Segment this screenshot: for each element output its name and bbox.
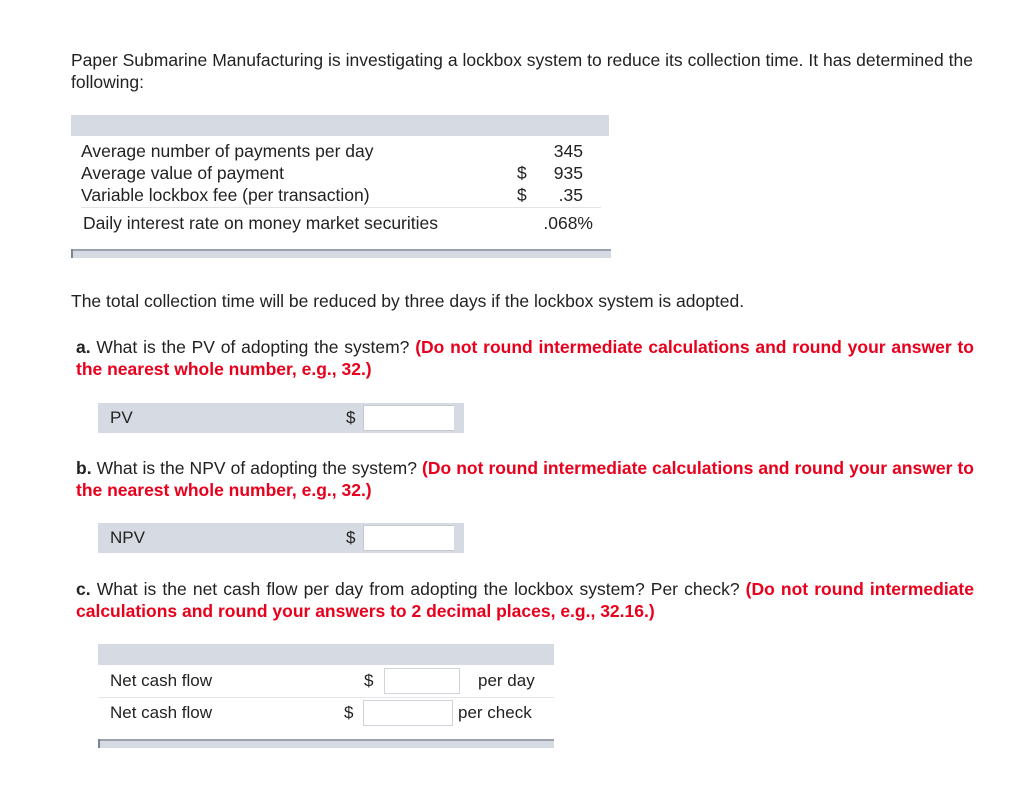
row-label: Average number of payments per day	[81, 141, 374, 161]
net-cash-flow-per-day-input[interactable]	[384, 668, 460, 694]
problem-statement: The total collection time will be reduced by three days if the lockbox system is adopted.	[71, 291, 745, 311]
answer-currency: $	[364, 671, 374, 690]
footer-edge	[71, 249, 611, 251]
question-letter: a.	[76, 337, 91, 357]
question-b	[76, 457, 974, 501]
npv-answer-row	[98, 523, 464, 553]
question-c	[76, 578, 974, 622]
footer-tick	[98, 739, 100, 748]
row-currency: $	[517, 163, 527, 183]
footer-edge	[98, 739, 554, 741]
given-data-table	[71, 115, 609, 259]
row-currency: $	[517, 185, 527, 205]
table-header-bar	[98, 644, 554, 665]
row-value: .35	[558, 185, 583, 205]
table-row	[81, 140, 601, 162]
answer-label: Net cash flow	[110, 703, 213, 722]
question-letter: b.	[76, 458, 92, 478]
row-label: Daily interest rate on money market securities	[83, 213, 438, 233]
question-letter: c.	[76, 579, 91, 599]
answer-currency: $	[346, 408, 356, 427]
footer-tick	[71, 249, 73, 258]
net-cash-flow-per-check-input[interactable]	[363, 700, 453, 726]
answer-unit: per day	[478, 671, 535, 690]
row-label: Variable lockbox fee (per transaction)	[81, 185, 370, 205]
problem-intro: Paper Submarine Manufacturing is investigating a lockbox system to reduce its collection time. It has determined the following:	[71, 50, 973, 92]
table-row	[81, 162, 601, 184]
table-header-bar	[71, 115, 609, 136]
table-footer-bar	[71, 249, 611, 258]
question-text: What is the net cash flow per day from adopting the lockbox system? Per check?	[96, 579, 740, 599]
row-label: Average value of payment	[81, 163, 285, 183]
net-cash-flow-per-check-row	[98, 698, 554, 728]
question-instruction: (Do not round intermediate calculations and round your answer to the nearest whole number, e.g., 32.)	[76, 337, 974, 379]
answer-currency: $	[346, 528, 356, 547]
row-value: 345	[553, 141, 583, 161]
answer-label: NPV	[110, 528, 145, 547]
question-text: What is the PV of adopting the system?	[96, 337, 410, 357]
question-instruction: (Do not round intermediate calculations and round your answer to the nearest whole number, e.g., 32.)	[76, 458, 974, 500]
net-cash-flow-per-day-row	[98, 666, 554, 696]
row-divider	[81, 207, 601, 208]
npv-input[interactable]	[363, 525, 461, 551]
row-edge	[454, 523, 464, 553]
table-footer-bar	[98, 739, 554, 748]
row-value: 935	[553, 163, 583, 183]
answer-label: Net cash flow	[110, 671, 213, 690]
pv-answer-row	[98, 403, 464, 433]
pv-input[interactable]	[363, 405, 461, 431]
table-row	[81, 184, 601, 206]
net-cash-flow-table	[98, 644, 554, 748]
answer-currency: $	[344, 703, 354, 722]
question-instruction: (Do not round intermediate calculations and round your answers to 2 decimal places, e.g., 32.16.)	[76, 579, 974, 621]
question-a	[76, 336, 974, 380]
answer-label: PV	[110, 408, 133, 427]
row-edge	[454, 403, 464, 433]
question-text: What is the NPV of adopting the system?	[96, 458, 417, 478]
answer-unit: per check	[458, 703, 532, 722]
row-value: .068%	[543, 213, 593, 233]
table-row	[83, 212, 603, 234]
